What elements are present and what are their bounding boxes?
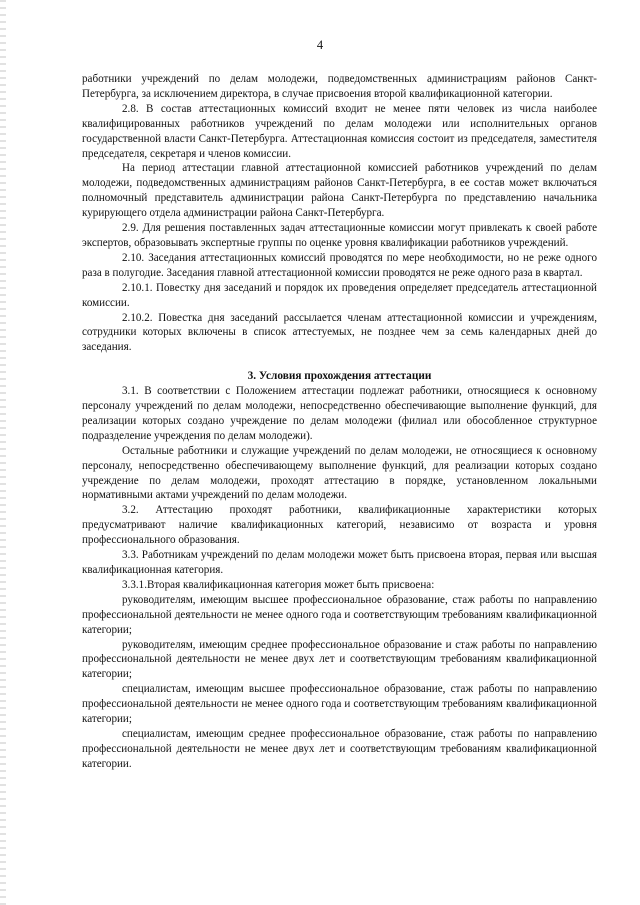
- list-item-managers-higher: руководителям, имеющим высшее профессиональное образование, стаж работы по направлению профессиональной деятельности не менее одного года и соответствующим требованиям квалификационной категории;: [82, 593, 597, 636]
- scan-left-edge: [0, 0, 6, 905]
- paragraph-3-1: 3.1. В соответствии с Положением аттестации подлежат работники, относящиеся к основному персоналу учреждений по делам молодежи, непосредственно обеспечивающие выполнение функций, для реализации которых создано учреждение по делам молодежи (филиал или обособленное структурное подразделение учреждения по делам молодежи).: [82, 385, 597, 442]
- paragraph-attestation-period: На период аттестации главной аттестационной комиссией работников учреждений по делам молодежи, подведомственных администрациям районов Санкт-Петербурга, в ее состав может включаться полномочный представитель администрации района Санкт-Петербурга по представлению начальника курирующего отдела администрации района Санкт-Петербурга.: [82, 162, 597, 220]
- paragraph-2-8: 2.8. В состав аттестационных комиссий входит не менее пяти человек из числа наиболее квалифицированных работников учреждений по делам молодежи или исполнительных органов государственной власти Санкт-Петербурга. Аттестационная комиссия состоит из председателя, заместителя председателя, секретаря и членов комиссии.: [82, 102, 597, 160]
- paragraph-2-10-1: 2.10.1. Повестку дня заседаний и порядок их проведения определяет председатель аттестационной комиссии.: [82, 281, 597, 309]
- section-heading: 3. Условия прохождения аттестации: [247, 370, 432, 383]
- paragraph-3-2: 3.2. Аттестацию проходят работники, квалификационные характеристики которых предусматривают наличие квалификационных категорий, независимо от возраста и уровня профессионального образования.: [82, 504, 597, 547]
- paragraph-2-10-2: 2.10.2. Повестка дня заседаний рассылается членам аттестационной комиссии и учреждениям, сотрудники которых включены в список аттестуемых, не позднее чем за семь календарных дней до заседания.: [82, 311, 597, 354]
- list-item-specialists-secondary: специалистам, имеющим среднее профессиональное образование, стаж работы по направлению профессиональной деятельности не менее двух лет и соответствующим требованиям квалификационной категории.: [82, 727, 597, 770]
- list-item-managers-secondary: руководителям, имеющим среднее профессиональное образование и стаж работы по направлению профессиональной деятельности не менее двух лет и соответствующим требованиям квалификационной категории;: [82, 638, 597, 681]
- paragraph-continuation: работники учреждений по делам молодежи, подведомственных администрациям районов Санкт-Петербурга, за исключением директора, в случае присвоения второй квалификационной категории.: [82, 73, 597, 100]
- list-item-specialists-higher: специалистам, имеющим высшее профессиональное образование, стаж работы по направлению профессиональной деятельности не менее одного года и соответствующим требованиям квалификационной категории;: [82, 683, 597, 726]
- paragraph-other-workers: Остальные работники и служащие учреждений по делам молодежи, не относящиеся к основному персоналу, непосредственно обеспечивающему выполнение функций, для реализации которых создано учреждение по делам молодежи, проходят аттестацию в порядке, установленном локальными нормативными актами учреждений по делам молодежи.: [82, 444, 597, 502]
- paragraph-2-9: 2.9. Для решения поставленных задач аттестационные комиссии могут привлекать к своей работе экспертов, образовывать экспертные группы по оценке уровня квалификации работников учреждений.: [82, 222, 597, 249]
- page-number: 4: [316, 38, 324, 52]
- paragraph-3-3-1: 3.3.1.Вторая квалификационная категория может быть присвоена:: [122, 578, 435, 591]
- paragraph-2-10: 2.10. Заседания аттестационных комиссий проводятся по мере необходимости, но не реже одного раза в полугодие. Заседания главной аттестационной комиссии проводятся не реже одного раза в квартал.: [82, 251, 597, 279]
- paragraph-3-3: 3.3. Работникам учреждений по делам молодежи может быть присвоена вторая, первая или высшая квалификационная категория.: [82, 549, 597, 576]
- document-body: [82, 72, 597, 772]
